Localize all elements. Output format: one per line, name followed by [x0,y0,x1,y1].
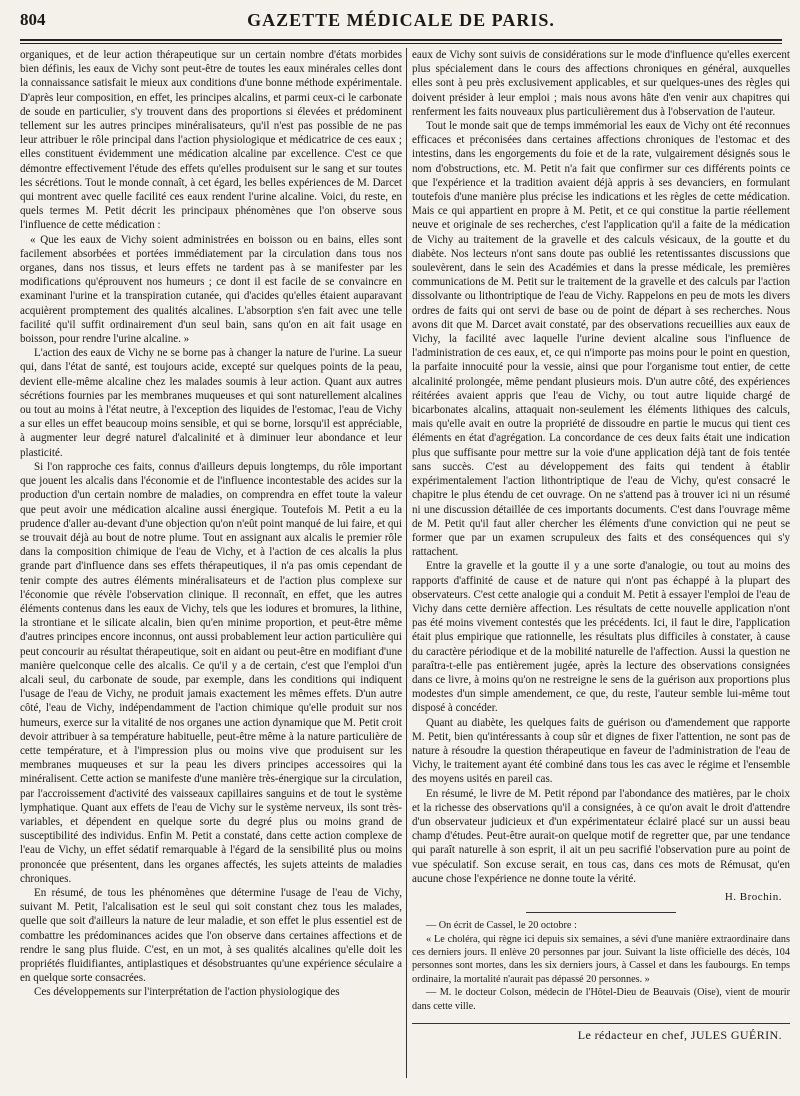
editor-credit: Le rédacteur en chef, JULES GUÉRIN. [577,1028,782,1043]
paragraph: L'action des eaux de Vichy ne se borne pas à changer la nature de l'urine. La sueur qui, dans l'état de santé, est toujours acide, excepté sur quelques points de la peau, devient elle-même alcaline chez les malades soumis à leur action. Quant aux autres sécrétions fournies par les membranes muqueuses et qui sont naturellement alcalines ou tout au moins à l'état neutre, à l'exception des liquides de l'estomac, l'eau de Vichy a sur elles un effet beaucoup moins sensible, et qui se borne, lorsqu'il est appréciable, à augmenter leur degré naturel d'alcalinité et à diminuer leur abondance et leur plasticité. [20,347,402,459]
news-item: — M. le docteur Colson, médecin de l'Hôtel-Dieu de Beauvais (Oise), vient de mourir dans cette ville. [412,987,790,1012]
left-column [20,48,402,1078]
column-divider [406,48,407,1078]
paragraph: Ces développements sur l'interprétation de l'action physiologique des [34,986,340,999]
quotation-paragraph: « Que les eaux de Vichy soient administrées en boisson ou en bains, elles sont facilement absorbées et portées immédiatement par la circulation dans tous nos organes, dans nos tissus, et leurs effets ne tardent pas à se manifester par les modifications qu'éprouvent nos humeurs ; ce dont il est facile de se convaincre en examinant l'urine et la transpiration cutanée, qui d'acides qu'elles étaient auparavant acquièrent promptement des qualités alcalines. L'absorption s'en fait avec une telle facilité qu'il suffit ordinairement d'un seul bain, sans qu'on en ait fait usage en boisson, pour rendre l'urine alcaline. » [20,233,402,346]
article-body [20,48,790,1078]
paragraph: En résumé, le livre de M. Petit répond par l'abondance des matières, par le choix et la richesse des observations qu'il a consignées, à ce qu'on avait le droit d'attendre d'un observateur judicieux et d'un expérimentateur éclairé placé sur un aussi beau champ d'études. Peut-être aurait-on quelque motif de regretter que, par une tendance qui paraît naturelle à son esprit, il ait un peu sacrifié l'observation pure au point de vue spéculatif. Son excuse serait, en tous cas, dans ces mots de Rémusat, qu'en aucune chose l'expérience ne donne toute la vérité. [412,787,790,885]
author-signature: H. Brochin. [724,890,782,903]
page-number: 804 [20,10,46,29]
paragraph: eaux de Vichy sont suivis de considérations sur le mode d'influence qu'elles exercent plus spécialement dans le cours des affections chroniques en général, auxquelles elles sont à peu près exclusivement applicables, et sur quelques-unes des règles qui doivent présider à leur emploi ; mais nous avons hâte d'en venir aux chapitres qui renferment les faits nouveaux plus particulièrement dus à l'observation de l'auteur. [412,49,790,118]
news-item: « Le choléra, qui règne ici depuis six semaines, a sévi d'une manière extraordinaire dans ces derniers jours. Il enlève 20 personnes par jour. Suivant la liste officielle des décès, 104 personnes sont mortes, dans les six derniers jours, à Cassel et dans les faubourgs. En temps ordinaire, la mortalité n'aurait pas dépassé 20 personnes. » [412,933,790,985]
paragraph: organiques, et de leur action thérapeutique sur un certain nombre d'états morbides bien définis, les eaux de Vichy sont peut-être de toutes les eaux minérales celles dont la connaissance satisfait le mieux aux conditions d'une bonne méthode expérimentale. D'après leur composition, en effet, les principes alcalins, et parmi ceux-ci le carbonate de soude en particulier, s'y trouvent dans des proportions si élevées et prédominent tellement sur les autres principes minéralisateurs, qu'il n'est pas possible de ne pas leur attribuer le rôle principal dans l'action physiologique et médicatrice de ces eaux ; elles constituent évidemment une médication alcaline par excellence. C'est ce que démontre effectivement l'étude des effets qu'elles produisent sur le sang et sur toutes les sécrétions. Tout le monde connaît, à cet égard, les belles expériences de M. Darcet qui montrent avec quelle facilité ces eaux rendent l'urine alcaline. Voici, du reste, en quels termes M. Petit décrit les principaux phénomènes que l'on observe sous l'influence de cette médication : [20,49,402,232]
news-item: — On écrit de Cassel, le 20 octobre : [426,920,577,932]
news-items [412,919,790,1013]
header-rule-thin [20,43,782,44]
paragraph: En résumé, de tous les phénomènes que détermine l'usage de l'eau de Vichy, suivant M. Petit, l'alcalisation est le seul qui soit constant chez tous les malades, quelle que soit d'ailleurs la nature de leur maladie, et son effet le plus essentiel est de combattre les prédominances acides que l'on observe dans certaines affections et de rendre le sang plus fluide. C'est, en un mot, à ses qualités alcalines qu'elle doit les propriétés fluidifiantes, antiplastiques et désobstruantes qu'une expérience séculaire a en quelque sorte consacrées. [20,886,402,985]
footer-rule [412,1023,790,1024]
paragraph: Quant au diabète, les quelques faits de guérison ou d'amendement que rapporte M. Petit, bien qu'intéressants à coup sûr et dignes de fixer l'attention, ne sont pas de nature à résoudre la question thérapeutique en faveur de l'administration de l'eau de Vichy, le traitement ayant été combiné dans tous les cas avec le régime et l'ensemble des moyens usités en pareil cas. [412,716,790,786]
journal-title: GAZETTE MÉDICALE DE PARIS. [247,10,555,30]
paragraph: Entre la gravelle et la goutte il y a une sorte d'analogie, ou tout au moins des rapports d'affinité de cause et de nature qui n'ont pas échappé à la plupart des observateurs. C'est cette analogie qui a conduit M. Petit à essayer l'emploi de l'eau de Vichy dans cette dernière affection. Les résultats de cette nouvelle application n'ont pas été moins vivement contestés que les précédents. Ici, il faut le dire, l'application était plus empirique que rationnelle, les résultats plus difficiles à constater, à cause du caractère périodique et de la mobilité naturelle de l'affection. Aussi la question ne paraîtra-t-elle pas entièrement jugée, après la lecture des observations consignées dans ce livre, à moins qu'on ne restreigne le sens de la guérison aux proportions plus modestes d'un simple amendement, ce que, du reste, l'auteur semble lui-même tout disposé à concéder. [412,560,790,715]
page-header [20,6,782,36]
paragraph: Si l'on rapproche ces faits, connus d'ailleurs depuis longtemps, du rôle important que jouent les alcalis dans l'économie et de l'influence incontestable des acides sur la production d'un certain nombre de maladies, on comprendra en effet toute la valeur que peut avoir une médication alcaline aussi énergique. Toutefois M. Petit a eu la prudence d'aller au-devant d'une objection qu'on n'eût point manqué de lui faire, et qui se trouvait déjà au bout de notre plume. Tout en assignant aux alcalis le premier rôle dans la composition chimique de l'eau de Vichy, et à l'action de ces alcalis la plus grande part d'influence dans ses effets thérapeutiques, il n'a pas omis cependant de tenir compte des autres éléments minéralisateurs et de l'action plus complexe sur l'économie que révèle l'observation clinique. Il reconnaît, en effet, que les autres éléments contenus dans les eaux de Vichy, tels que les iodures et bromures, la lithine, la strontiane et le silicate alcalin, bien qu'en minime proportion, et peut-être même d'autres principes encore inconnus, ont aussi probablement leur action particulière qui peut concourir au résultat thérapeutique, soit en aidant ou peut-être en modifiant d'une manière quelconque celle des alcalis. Ce qu'il y a de certain, c'est que l'emploi d'un alcali seul, du carbonate de soude, par exemple, dans les conditions qui indiquent l'usage de l'eau de Vichy, ne produit jamais exactement les mêmes effets. D'un autre côté, l'eau de Vichy, indépendamment de l'action chimique qu'elle produit sur nos humeurs, exerce sur la vitalité de nos organes une action dynamique que M. Petit croit devoir attribuer à sa température habituelle, peut-être même à la nature particulière de cette température, et à l'impression plus ou moins vive que produisent sur les membranes muqueuses et sur la peau les divers principes accessoires qui la minéralisent. Cette action se manifeste d'une manière très-énergique sur la circulation, par l'accroissement d'activité des vaisseaux capillaires sanguins et de tout le système lymphatique. Quant aux effets de l'eau de Vichy sur le système nerveux, ils sont très-variables, et dépendent en quelque sorte du degré plus ou moins grand de susceptibilité des individus. Enfin M. Petit a constaté, dans cette action complexe de l'eau de Vichy, un effet sédatif remarquable à l'égard de la sensibilité plus ou moins prononcée que présentent, dans les organes affectés, les sujets atteints de maladies chroniques. [20,460,402,885]
section-divider [526,912,676,913]
header-rule [20,39,782,41]
paragraph: Tout le monde sait que de temps immémorial les eaux de Vichy ont été reconnues efficaces et préconisées dans certaines affections chroniques de l'estomac et des intestins, dans les engorgements du foie et de la rate, vulgairement désignés sous le nom d'obstructions, etc. M. Petit n'a fait que confirmer sur ces différents points ce que l'expérience et la tradition avaient déjà appris à ses devanciers, en formulant toutefois d'une manière plus précise les indications et les règles de cette médication. Mais ce qui appartient en propre à M. Petit, et ce qui constitue la partie réellement neuve et originale de ses recherches, c'est l'application qu'il a faite de la médication de Vichy au traitement de la gravelle et des calculs vésicaux, de la goutte et du diabète. Nos lecteurs n'ont sans doute pas oublié les retentissantes discussions que soulevèrent, dans le sein des Académies et dans la presse médicale, les premières communications de M. Petit sur le traitement de la gravelle et des calculs par l'action dissolvante ou lithontriptique de l'eau de Vichy. Rappelons en peu de mots les divers ordres de faits qui ont servi de base ou de point de départ à ses recherches. Nous avons dit que M. Darcet avait constaté, par des observations recueillies aux eaux de Vichy, la facilité avec laquelle l'urine devient alcaline sous l'influence de l'administration de ces eaux, et, ce qui n'importe pas moins pour le point en question, la parfaite innocuité pour la vessie, ainsi que pour l'organisme tout entier, de cette alcalinité prolongée, même pendant plusieurs mois. D'un autre côté, des expériences réitérées avaient appris que l'eau de Vichy, ou tout autre liquide chargé de bicarbonates alcalins, attaquait non-seulement les éléments lithiques des calculs, mais qu'elle avait en outre la propriété de dissoudre en partie le mucus qui tient ces éléments en état d'agrégation. La concordance de ces deux faits était une indication plus que suffisante pour mettre sur la voie d'une application déjà tant de fois tentée sans succès. C'est au développement des faits qui tendent à établir expérimentalement l'action lithontriptique de l'eau de Vichy, qu'est consacré le chapitre le plus étendu de cet ouvrage. On ne s'attend pas à trouver ici ni un résumé ni une discussion détaillée de ces importants documents. C'est dans l'ouvrage même de M. Petit qu'il faut aller chercher les éléments d'une conviction qui ne peut se former que par un examen scrupuleux des faits et des conséquences qui s'y rattachent. [412,120,790,559]
right-column [412,48,790,1078]
